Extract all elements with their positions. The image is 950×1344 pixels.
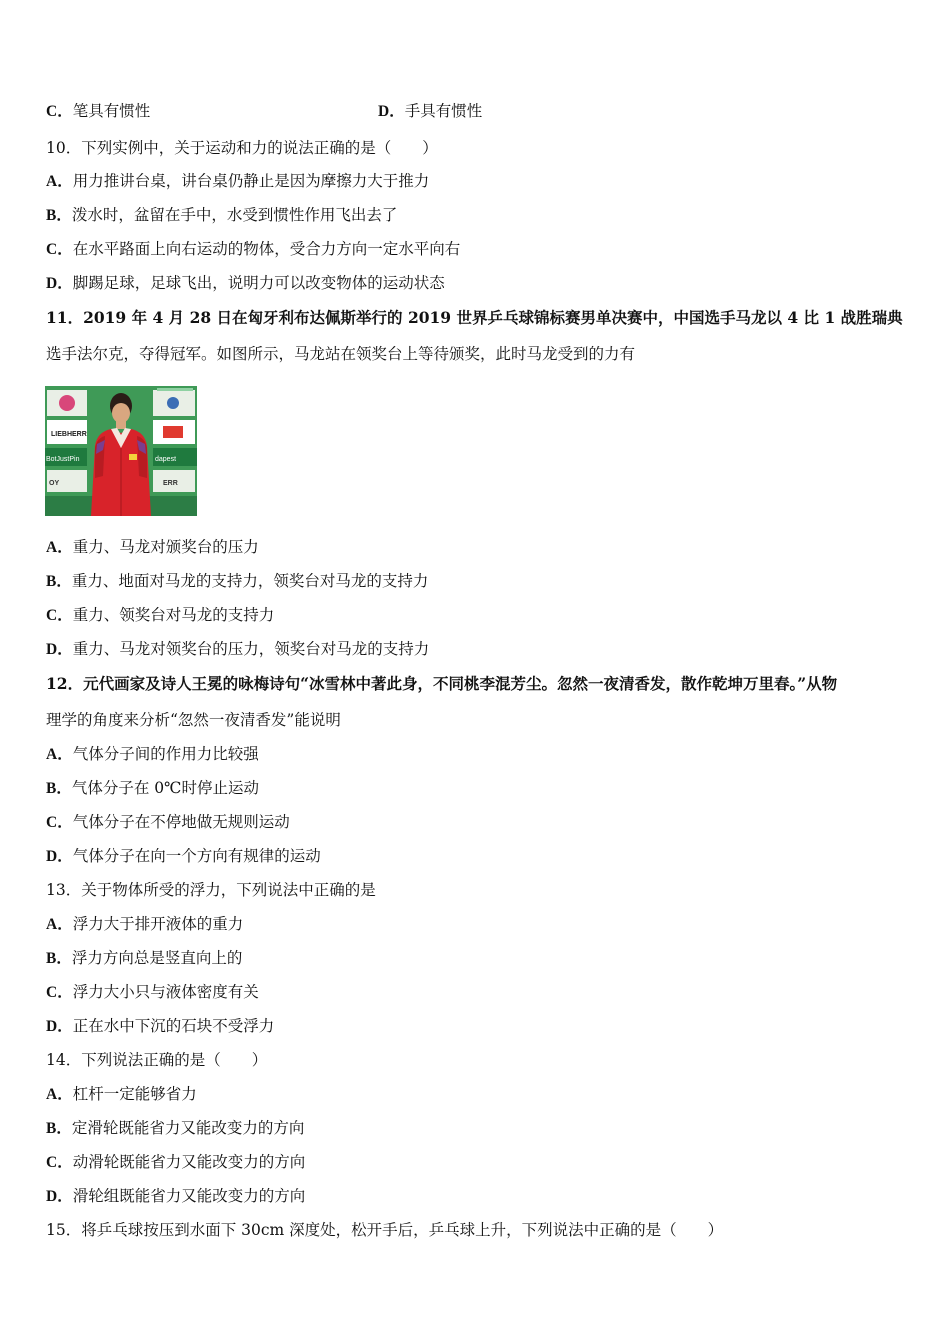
option-tag: D． xyxy=(46,1018,73,1035)
option-tag: C． xyxy=(46,241,73,258)
q13-stem: 13．关于物体所受的浮力，下列说法中正确的是 xyxy=(46,881,376,899)
option-text: 滑轮组既能省力又能改变力的方向 xyxy=(72,1187,306,1205)
q10-option-d xyxy=(46,273,445,294)
option-text: 重力、马龙对领奖台的压力，领奖台对马龙的支持力 xyxy=(72,640,430,658)
option-text: 气体分子间的作用力比较强 xyxy=(72,745,259,763)
option-tag: A． xyxy=(46,1086,73,1103)
q12-option-b xyxy=(46,778,259,799)
backdrop-text-right2: ERR xyxy=(163,480,178,487)
backdrop-text-right1: dapest xyxy=(155,456,177,463)
option-text: 泼水时，盆留在手中，水受到惯性作用飞出去了 xyxy=(71,206,398,224)
q11-stem-line2: 选手法尔克，夺得冠军。如图所示，马龙站在领奖台上等待颁奖，此时马龙受到的力有 xyxy=(46,345,636,363)
option-tag: C． xyxy=(46,607,73,624)
q14-option-a xyxy=(46,1084,197,1105)
option-tag: A． xyxy=(46,539,73,556)
q13-option-c xyxy=(46,982,259,1003)
option-text: 重力、地面对马龙的支持力，领奖台对马龙的支持力 xyxy=(71,572,429,590)
option-tag: D． xyxy=(46,275,73,292)
q10-stem: 10．下列实例中，关于运动和力的说法正确的是（ ） xyxy=(46,139,438,157)
backdrop-text-left2: BotJustPin xyxy=(46,456,80,463)
option-text: 杠杆一定能够省力 xyxy=(72,1085,197,1103)
q15-stem: 15．将乒乓球按压到水面下 30cm 深度处，松开手后，乒乓球上升，下列说法中正确的是（ ） xyxy=(46,1221,724,1239)
q12-stem-line1: 12．元代画家及诗人王冕的咏梅诗句“冰雪林中著此身，不同桃李混芳尘。忽然一夜清香发，散作乾坤万里春。”从物 xyxy=(46,674,838,693)
option-tag: B． xyxy=(46,207,72,224)
ma-long-podium-illustration xyxy=(45,386,197,516)
backdrop-text-left3: OY xyxy=(49,480,60,487)
option-text: 气体分子在 0℃时停止运动 xyxy=(71,779,259,797)
option-tag: D． xyxy=(46,641,73,658)
option-text: 动滑轮既能省力又能改变力的方向 xyxy=(72,1153,306,1171)
q11-option-d xyxy=(46,639,429,660)
option-text: 脚踢足球，足球飞出，说明力可以改变物体的运动状态 xyxy=(72,274,445,292)
option-text: 重力、马龙对颁奖台的压力 xyxy=(72,538,259,556)
q10-option-a xyxy=(46,171,429,192)
option-text: 浮力大小只与液体密度有关 xyxy=(72,983,259,1001)
option-tag: B． xyxy=(46,573,72,590)
q11-option-b xyxy=(46,571,428,592)
option-text: 定滑轮既能省力又能改变力的方向 xyxy=(71,1119,305,1137)
option-tag: A． xyxy=(46,173,73,190)
option-tag: A． xyxy=(46,746,73,763)
q11-option-c xyxy=(46,605,274,626)
q13-option-a xyxy=(46,914,243,935)
q14-stem: 14．下列说法正确的是（ ） xyxy=(46,1051,268,1069)
q12-stem-line2: 理学的角度来分析“忽然一夜清香发”能说明 xyxy=(46,711,341,729)
q14-option-d xyxy=(46,1186,305,1207)
option-tag: C． xyxy=(46,1154,73,1171)
q9-option-c xyxy=(46,101,150,122)
option-text: 在水平路面上向右运动的物体，受合力方向一定水平向右 xyxy=(72,240,461,258)
option-text: 浮力大于排开液体的重力 xyxy=(72,915,244,933)
q9-option-d xyxy=(378,101,482,122)
q11-option-a xyxy=(46,537,259,558)
option-tag: C． xyxy=(46,103,73,120)
option-tag: B． xyxy=(46,950,72,967)
option-tag: D． xyxy=(46,1188,73,1205)
option-tag: B． xyxy=(46,1120,72,1137)
q13-option-b xyxy=(46,948,242,969)
option-text: 手具有惯性 xyxy=(404,102,483,120)
option-tag: A． xyxy=(46,916,73,933)
q12-option-d xyxy=(46,846,321,867)
q12-option-a xyxy=(46,744,259,765)
option-tag: D． xyxy=(46,848,73,865)
q14-option-b xyxy=(46,1118,304,1139)
option-text: 用力推讲台桌，讲台桌仍静止是因为摩擦力大于推力 xyxy=(72,172,430,190)
option-text: 气体分子在向一个方向有规律的运动 xyxy=(72,847,321,865)
option-tag: C． xyxy=(46,984,73,1001)
option-text: 笔具有惯性 xyxy=(72,102,151,120)
option-text: 气体分子在不停地做无规则运动 xyxy=(72,813,290,831)
option-tag: B． xyxy=(46,780,72,797)
q11-photo xyxy=(45,386,197,516)
option-text: 重力、领奖台对马龙的支持力 xyxy=(72,606,275,624)
q13-option-d xyxy=(46,1016,274,1037)
backdrop-text-left1: LIEBHERR xyxy=(51,431,87,438)
q14-option-c xyxy=(46,1152,305,1173)
q10-option-c xyxy=(46,239,460,260)
option-text: 正在水中下沉的石块不受浮力 xyxy=(72,1017,275,1035)
q12-option-c xyxy=(46,812,290,833)
q11-stem-line1: 11．2019 年 4 月 28 日在匈牙利布达佩斯举行的 2019 世界乒乓球锦标赛男单决赛中，中国选手马龙以 4 比 1 战胜瑞典 xyxy=(46,308,903,327)
option-tag: C． xyxy=(46,814,73,831)
q10-option-b xyxy=(46,205,397,226)
option-tag: D． xyxy=(378,103,405,120)
option-text: 浮力方向总是竖直向上的 xyxy=(71,949,243,967)
